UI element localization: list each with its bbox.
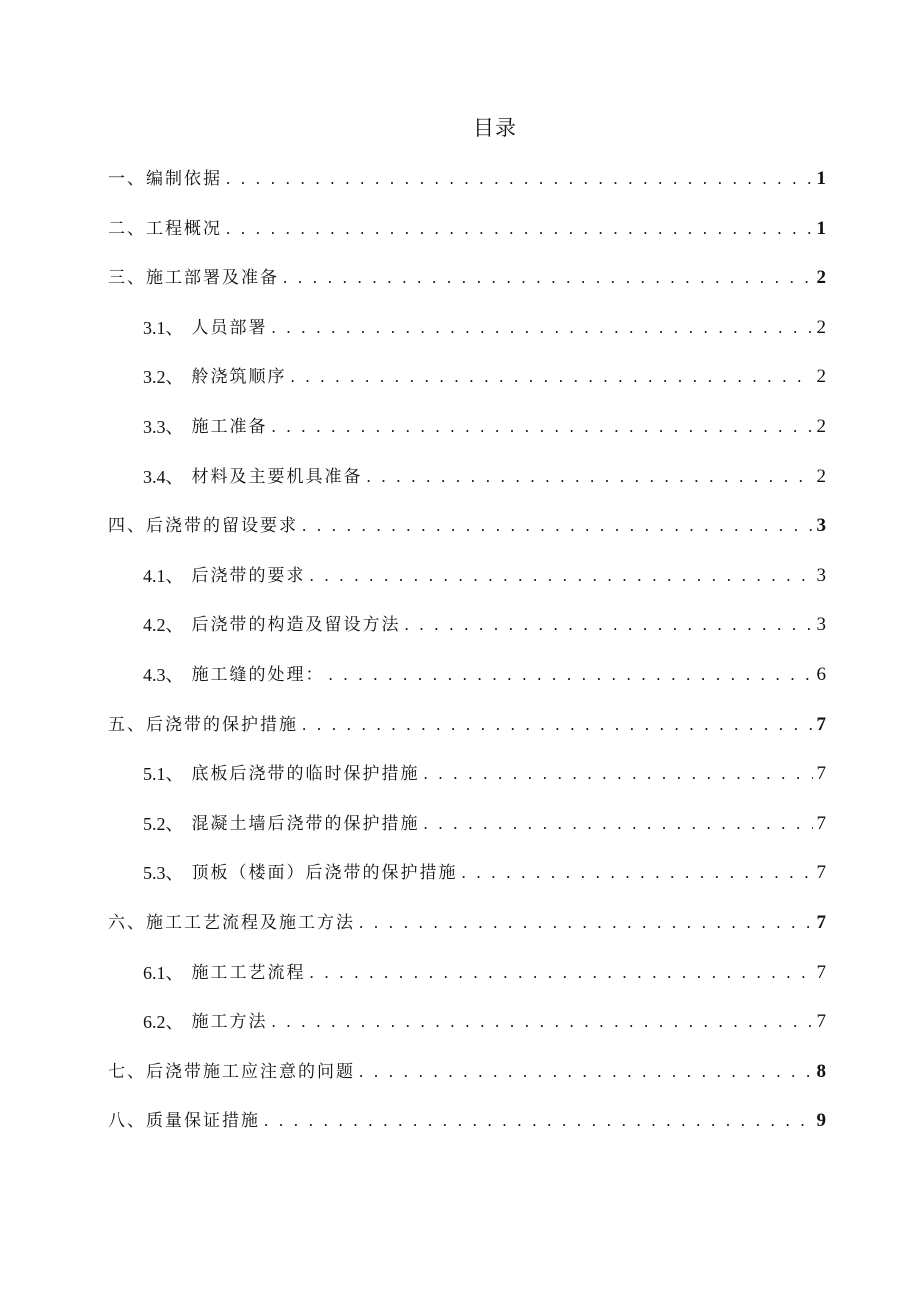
toc-entry-page-number: 8 (816, 1060, 826, 1082)
toc-entry-number: 3.1、 (143, 317, 184, 338)
toc-entry-section[interactable] (108, 710, 826, 740)
toc-dot-leader (291, 362, 813, 392)
toc-entry-section[interactable] (108, 263, 826, 293)
toc-entry-page-number: 2 (816, 267, 826, 289)
toc-entry-title: 一、编制依据 (108, 169, 222, 189)
toc-entry-subsection[interactable] (143, 462, 826, 492)
toc-entry-section[interactable] (108, 1057, 826, 1087)
toc-dot-leader (367, 462, 813, 492)
toc-dot-leader (226, 164, 813, 194)
toc-entry-section[interactable] (108, 511, 826, 541)
toc-entry-number: 4.3、 (143, 665, 184, 685)
toc-entry-title: 四、后浇带的留设要求 (108, 516, 298, 537)
toc-dot-leader (272, 1007, 813, 1037)
toc-entry-number: 4.2、 (143, 615, 184, 636)
toc-entry-section[interactable] (108, 1106, 826, 1136)
toc-dot-leader (302, 710, 813, 740)
toc-entry-section[interactable] (108, 164, 826, 194)
toc-dot-leader (329, 660, 813, 690)
toc-entry-page-number: 7 (816, 1011, 826, 1033)
toc-entry-number: 4.1、 (143, 565, 184, 586)
toc-entry-title: 人员部署 (191, 317, 268, 338)
toc-entry-page-number: 7 (816, 862, 826, 884)
toc-entry-page-number: 3 (816, 515, 826, 537)
toc-entry-number: 3.4、 (143, 466, 184, 487)
toc-entry-subsection[interactable] (143, 809, 826, 839)
toc-entry-title: 施工工艺流程 (191, 962, 306, 983)
toc-entry-page-number: 7 (816, 812, 826, 834)
toc-dot-leader (424, 759, 813, 789)
toc-entry-title: 二、工程概况 (108, 218, 222, 239)
toc-entry-page-number: 6 (816, 664, 826, 685)
toc-entry-title: 八、质量保证措施 (108, 1111, 260, 1132)
toc-entry-page-number: 1 (816, 217, 826, 239)
toc-entry-subsection[interactable] (143, 561, 826, 591)
toc-entry-title: 舲浇筑顺序 (191, 367, 287, 388)
toc-entry-number: 5.2、 (143, 813, 184, 834)
toc-entry-page-number: 3 (816, 564, 826, 586)
toc-dot-leader (359, 1057, 813, 1087)
toc-dot-leader (310, 561, 813, 591)
toc-entry-title: 施工准备 (191, 417, 268, 437)
toc-title: 目录 (473, 116, 517, 140)
toc-entry-page-number: 2 (816, 366, 826, 388)
toc-entry-title: 七、后浇带施工应注意的问题 (108, 1061, 355, 1082)
toc-entry-page-number: 3 (816, 614, 826, 636)
toc-entry-page-number: 2 (816, 416, 826, 437)
toc-dot-leader (462, 858, 813, 888)
toc-entry-section[interactable] (108, 214, 826, 244)
toc-entry-title: 后浇带的要求 (191, 565, 306, 586)
toc-entry-subsection[interactable] (143, 412, 826, 442)
toc-entry-number: 5.3、 (143, 863, 184, 884)
toc-entry-title: 材料及主要机具准备 (191, 466, 363, 487)
toc-entry-title: 底板后浇带的临时保护措施 (191, 764, 420, 785)
toc-entry-title: 六、施工工艺流程及施工方法 (108, 913, 355, 933)
toc-entry-page-number: 1 (816, 168, 826, 189)
toc-entry-title: 三、施工部署及准备 (108, 268, 279, 289)
toc-entry-page-number: 2 (816, 465, 826, 487)
toc-entry-number: 3.3、 (143, 417, 184, 437)
toc-entry-subsection[interactable] (143, 1007, 826, 1037)
toc-dot-leader (226, 214, 813, 244)
toc-entry-section[interactable] (108, 908, 826, 938)
toc-entry-title: 混凝土墙后浇带的保护措施 (191, 813, 420, 834)
toc-entry-subsection[interactable] (143, 313, 826, 343)
toc-entry-number: 3.2、 (143, 367, 184, 388)
toc-entry-page-number: 7 (816, 961, 826, 983)
toc-entry-title: 顶板（楼面）后浇带的保护措施 (191, 863, 458, 884)
toc-dot-leader (424, 809, 813, 839)
toc-entry-subsection[interactable] (143, 362, 826, 392)
toc-entry-title: 五、后浇带的保护措施 (108, 714, 298, 735)
toc-dot-leader (264, 1106, 813, 1136)
toc-entry-subsection[interactable] (143, 858, 826, 888)
toc-dot-leader (272, 412, 813, 442)
toc-entry-subsection[interactable] (143, 958, 826, 988)
toc-dot-leader (272, 313, 813, 343)
toc-entry-title: 后浇带的构造及留设方法 (191, 615, 401, 636)
toc-dot-leader (359, 908, 813, 938)
toc-entry-page-number: 7 (816, 763, 826, 785)
toc-entry-title: 施工缝的处理： (191, 665, 325, 685)
toc-entry-page-number: 7 (816, 912, 826, 933)
toc-entry-number: 6.1、 (143, 962, 184, 983)
toc-entry-subsection[interactable] (143, 759, 826, 789)
toc-entry-subsection[interactable] (143, 660, 826, 690)
toc-entry-page-number: 2 (816, 316, 826, 338)
toc-entry-number: 6.2、 (143, 1012, 184, 1033)
toc-dot-leader (310, 958, 813, 988)
toc-entry-page-number: 9 (816, 1110, 826, 1132)
toc-dot-leader (302, 511, 813, 541)
toc-entry-number: 5.1、 (143, 764, 184, 785)
toc-entry-title: 施工方法 (191, 1012, 268, 1033)
toc-dot-leader (405, 610, 813, 640)
toc-entry-subsection[interactable] (143, 610, 826, 640)
toc-entry-page-number: 7 (816, 713, 826, 735)
toc-dot-leader (283, 263, 813, 293)
